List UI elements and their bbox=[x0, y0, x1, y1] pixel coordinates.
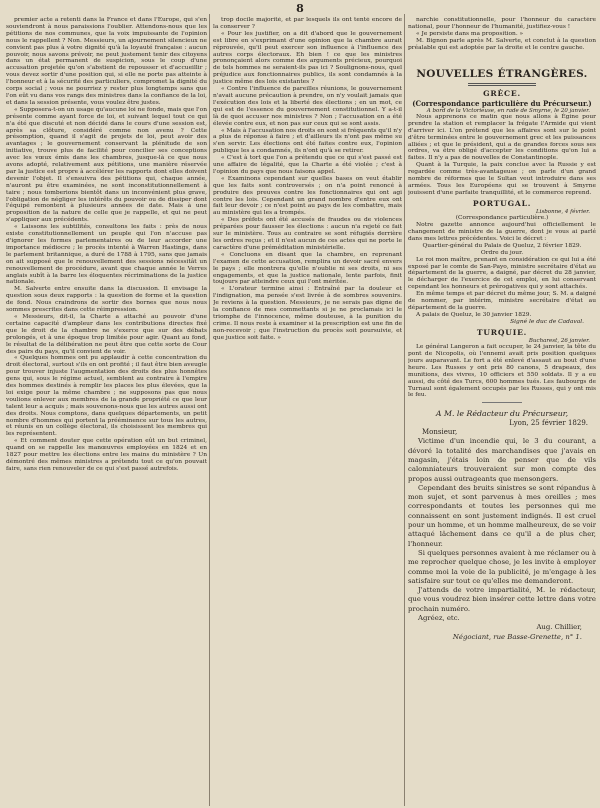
paragraph: Nous apprenons ce matin que nous allons à Égine pour prendre la station et remplacer la frégate l'Armide qui vient d'arriver ici. L'on prétend que les affaires sont sur le point d'être terminées entre le gouvernement grec et les puissances alliées ; et que le président, qui a de grandes forces sous ses ordres, va être obligé d'accepter les conditions qu'on lui a faites. Il n'y a pas de nouvelles de Constantinople. bbox=[408, 113, 596, 162]
letter-to-editor bbox=[408, 409, 596, 642]
column-2 bbox=[213, 17, 402, 805]
greece-dateline: A bord de la Victorieuse, en rade de Smyrne, le 20 janvier. bbox=[426, 107, 590, 114]
paragraph: « Messieurs, dit-il, la Charte a attaché au pouvoir d'une certaine capacité d'ampleur dans les contributions directes fixé que le droit de la chambre ne s'exerce que sur des débats prolongés, et à une époque trop limitée pour agir. Quant au fond, le résultat de la délibération ne peut être que cette sorte de Cour des pairs du pays, qu'il convient de voir. bbox=[6, 313, 207, 355]
paragraph: narchie constitutionnelle, pour l'honneur du caractère national, pour l'honneur de l'humanité, justifiez-vous ! bbox=[408, 17, 596, 30]
paragraph: « Et comment douter que cette opération eût un but criminel, quand on se rappelle les manœuvres employées en 1824 et en 1827 pour mettre les élections entre les mains du ministère ? Un démontré des mêmes ministres a prétendu tout ce qu'on pouvait faire, sans rien renouveler de ce qui s'est passé autrefois. bbox=[6, 438, 207, 472]
turkey-dateline: Bucharest, 26 janvier. bbox=[528, 337, 590, 344]
double-rule bbox=[468, 83, 536, 86]
column-rule bbox=[404, 14, 405, 806]
paragraph: M. Bignon parle après M. Salverte, et conclut à la question préalable qui est adoptée par la droite et le centre gauche. bbox=[408, 37, 596, 51]
paragraph: Le général Langeron a fait occuper, le 24 janvier, la tête du pont de Nicopolis, où l'ennemi avait pris position quelques jours auparavant. Le fort a été enlevé d'assaut au bout d'une heure. Les Russes y ont pris 80 canons, 5 drapeaux, des munitions, des vivres, 10 officiers et 550 soldats. Il y a eu aussi, du côté des Turcs, 600 hommes tués. Les faubourgs de Turnaul sont également occupés par les Russes, qui y ont mis le feu. bbox=[408, 344, 596, 399]
paragraph: Le roi mon maître, prenant en considération ce qui lui a été exposé par le comte de San-Payo, ministre secrétaire d'état au département de la guerre, a daigné, par décret du 28 janvier, le décharger de l'exercice de cet emploi, en lui conservant cependant les honneurs et prérogatives qui y sont attachés. bbox=[408, 256, 596, 291]
paragraph: Cependant des bruits sinistres se sont répandus à mon sujet, et sont parvenus à mes oreilles ; mes correspondants et toutes les personnes qui me connaissent en sont justement indignés. Il est cruel pour un homme, et un homme malheureux, de se voir attaqué lâchement dans ce qu'il a de plus cher, l'honneur. bbox=[408, 483, 596, 548]
letter-date: Lyon, 25 février 1829. bbox=[509, 419, 588, 428]
paragraph: Victime d'un incendie qui, le 3 du courant, a dévoré la totalité des marchandises que j'avais en magasin, j'étais loin de penser que de vils calomniateurs trouveraient sur mon compte des propos aussi outrageants que mensongers. bbox=[408, 437, 596, 483]
paragraph: « Concluons en disant que la chambre, en reprenant l'examen de cette accusation, remplira un devoir sacré envers le pays ; elle montrera qu'elle n'oublie ni ses droits, ni ses engagements, et que la justice nationale, lente parfois, finit toujours par atteindre ceux qui l'ont méritée. bbox=[213, 251, 402, 286]
paragraph: premier acte a retenti dans la France et dans l'Europe, qui s'en souviendront à nous paraissions l'oublier. Attendons-nous que les pétitions de nos communes, que la voix impuissante de l'opinion nous le rappellent ? Non. Messieurs, un ajournement silencieux ne convient pas plus à votre dignité qu'à la loyauté française : aucun pouvoir, nous savons prévoir, ne peut justement tenir des citoyens dans un état permanent de suspicion, sous le coup d'une accusation projetée qu'on s'abstient de repousser et d'accueillir ; vous devez sortir d'une position qui, si elle ne porte pas atteinte à l'honneur et à la sécurité des particuliers, compromet la dignité du corps social ; vous ne pourriez y rester plus longtemps sans que l'on eût vu dans vos rangs des ministres dans la confiance de la loi, et dans la session présente, vous voulez être justes. bbox=[6, 17, 207, 106]
foreign-news-title: NOUVELLES ÉTRANGÈRES. bbox=[416, 67, 588, 80]
letter-signature: Aug. Chillier, bbox=[536, 623, 582, 632]
paragraph: Notre gazette annonce aujourd'hui officiellement le changement de ministre de la guerre, dont je vous ai parlé dans mes lettres précédentes. Voici le décret : bbox=[408, 222, 596, 242]
paragraph: trop docile majorité, et par lesquels ils ont tenté encore de la conserver ? bbox=[213, 17, 402, 30]
paragraph: Si quelques personnes avaient à me réclamer ou à me reprocher quelque chose, je les invite à employer comme moi la voie de la publicité, je m'engage à les satisfaire sur tout ce qu'elles me demanderont. bbox=[408, 548, 596, 585]
paragraph: J'attends de votre impartialité, M. le rédacteur, que vous voudrez bien insérer cette lettre dans votre prochain numéro. bbox=[408, 586, 596, 613]
decree-signature: Signé le duc de Cadaval. bbox=[510, 318, 584, 325]
paragraph: « L'orateur termine ainsi : Entraîné par la douleur et l'indignation, ma pensée s'est livrée à de sombres souvenirs. Je reviens à la question. Messieurs, je ne serais pas digne de la confiance de mes commettants si je ne proclamais ici le triomphe de l'innocence, même douteuse, à la punition du crime. Il nous reste à examiner si la prescription est une fin de non-recevoir ; que l'instruction du procès soit poursuivie, et que justice soit faite. » bbox=[213, 286, 402, 341]
paragraph: « Examinons cependant sur quelles bases on veut établir que les faits sont controversés ; on n'a point renoncé à produire des preuves contre les fonctionnaires qui ont agi contre les lois. Cependant un grand nombre d'entre eux ont fait leur devoir ; ce n'est point au pays de les combattre, mais au ministère qui les a trompés. bbox=[213, 175, 402, 217]
paragraph: « Supposera-t-on un usage qu'aucune loi ne fonde, mais que l'on présente comme ayant force de loi, et suivant lequel tout ce qui n'a été que discuté et non décidé dans le cours d'une session est, après sa clôture, considéré comme non avenu ? Cette présomption, quand il s'agit de projets de loi, peut avoir des avantages ; le gouvernement conservant la plénitude de son initiative, trouve plus de facilité pour concilier ses conceptions avec les vœux émis dans les chambres, jusque-là ce que nous avons adopté, relativement aux pétitions, une manière réservée par la justice est propre à accélérer les rapports dont elles doivent devenir l'objet. Il s'ensuivra des pétitions qui, chaque année, n'auront pu être examinées, ne sont inconstitutionnellement à taire ; nous tomberions bientôt dans un inconvénient plus grave, l'obligation de négliger les intérêts du pouvoir ou de dissiper dont l'équipé remontent à plusieurs années de date. Mais à une proposition de la nature de celle que je rappelle, et qui ne peut s'appliquer aux précédents. bbox=[6, 106, 207, 224]
turkey-heading: TURQUIE. bbox=[476, 327, 528, 337]
portugal-heading: PORTUGAL. bbox=[472, 198, 532, 208]
letter-closing: Agréez, etc. bbox=[418, 614, 460, 623]
paragraph: En même temps et par décret du même jour, S. M. a daigné de nommer, par intérim, ministre secrétaire d'état au département de la guerre. bbox=[408, 291, 596, 311]
paragraph: Quant à la Turquie, la paix conclue avec la Russie y est regardée comme très-avantageuse ; on parle d'un grand nombre de réformes que le Sultan veut introduire dans ses armées. Tous les Européens qui se trouvent à Smyrne jouissent d'une parfaite tranquillité, et le commerce reprend. bbox=[408, 162, 596, 196]
greece-heading: GRÈCE. bbox=[483, 88, 521, 98]
paragraph: M. Salverte entre ensuite dans la discussion. Il envisage la question sous deux rapports : la question de forme et la question de fond. Nous craindrons de sortir des bornes que nous nous sommes prescrites dans cette réimpression. bbox=[6, 286, 207, 314]
portugal-dateline: Lisbonne, 4 février. bbox=[536, 208, 590, 215]
portugal-correspondence: (Correspondance particulière.) bbox=[455, 215, 549, 222]
letter-salutation: Monsieur, bbox=[422, 428, 458, 437]
paragraph: « Contre l'influence de pareilles réunions, le gouvernement n'avait aucune précaution à prendre, on n'y voulait jamais que l'exécution des lois et la liberté des élections ; en un mot, ce qui est de l'essence du gouvernement constitutionnel. Y a-t-il là de quoi accuser nos ministres ? Non ; l'accusation en a été élevée contre eux, et non pas sur ceux qui se sont assis. bbox=[213, 86, 402, 127]
paragraph: « Pour les justifier, on a dit d'abord que le gouvernement est libre en s'exprimant d'une opinion que la chambre aurait réprouvée, qu'il peut exercer son influence à l'influence des autres corps électoraux. Eh bien ! ce que les ministres prononçaient alors comme des arguments précieux, pourquoi de tels hommes ne seraient-ils pas ici ? Soulignons-nous, quel préjudice aux fonctionnaires publics, ils sont condamnés à la justice même des lois existantes ? bbox=[213, 30, 402, 86]
paragraph: « Laissons les subtilités, consultons les faits : près de nous existe constitutionnellement un peuple qui l'on n'accuse pas d'ignorer les formes parlementaires ou de leur accorder une importance médiocre ; le procès intenté à Warren Hastings, dans le parlement britannique, a duré de 1788 à 1795, sans que jamais on ait supposé que le renouvellement des sessions nécessitât un renouvellement de procédure, avant que chaque année le Verres anglais subît à la barre les éloquentes récriminations de la justice nationale. bbox=[6, 224, 207, 286]
column-rule bbox=[209, 14, 210, 806]
greece-correspondence: (Correspondance particulière du Précurseur.) bbox=[412, 98, 592, 108]
column-1 bbox=[6, 17, 207, 805]
paragraph: « Mais à l'accusation nos droits en sont si fréquents qu'il n'y a plus de réponse à faire ; et d'ailleurs ils n'ont pas même su s'en servir. Les élections ont été faites contre eux, l'opinion publique les a condamnés, ils n'ont qu'à se retirer. bbox=[213, 127, 402, 155]
page-number: 8 bbox=[296, 2, 304, 15]
decree-sub: Ordre du jour. bbox=[480, 249, 524, 256]
paragraph: « Quelques hommes ont pu applaudir à cette concentration du droit électoral, surtout s'ils en ont profité ; il faut être bien aveugle pour trouver injuste l'augmentation des droits des plus honnêtes gens qui, sous le régime actuel, semblent au contraire à l'empire des hommes destinés à remplir les places les plus élevées, que la loi exige pour la même chambre ; ne supposons pas que nous voulions enlever aux membres de la grande propriété ce que leur talent leur a acquis ; mais souvenons-nous que les autres aussi ont des droits. Nous comptons, dans quelques départements, un petit nombre d'hommes qui portent la prééminence sur tous les autres, et réunis en un collège électoral, ils choisissent les membres qui les représentent. bbox=[6, 355, 207, 438]
separator-rule bbox=[482, 402, 522, 403]
decree-head: Quartier-général du Palais de Queluz, 2 février 1829. bbox=[422, 242, 582, 249]
paragraph: « Des préfets ont été accusés de fraudes ou de violences préparées pour fausser les élections : aucun n'a rejeté ce fait sur le ministère. Tous au contraire se sont réfugiés derrière les ordres reçus ; et il n'est aucun de ces actes qui ne porte le caractère d'une préméditation ministérielle. bbox=[213, 217, 402, 251]
letter-address: Négociant, rue Basse-Grenette, n° 1. bbox=[452, 632, 582, 641]
decree-closing: A palais de Queluz, le 30 janvier 1829. bbox=[416, 311, 532, 318]
paragraph: « Je persiste dans ma proposition. » bbox=[416, 30, 524, 37]
paragraph: « C'est à tort que l'on a prétendu que ce qui s'est passé est une affaire de légalité, que la Charte a été violée ; c'est à l'opinion du pays que nous faisons appel. bbox=[213, 155, 402, 175]
column-3 bbox=[408, 17, 596, 805]
letter-title: A M. le Rédacteur du Précurseur, bbox=[435, 409, 569, 419]
